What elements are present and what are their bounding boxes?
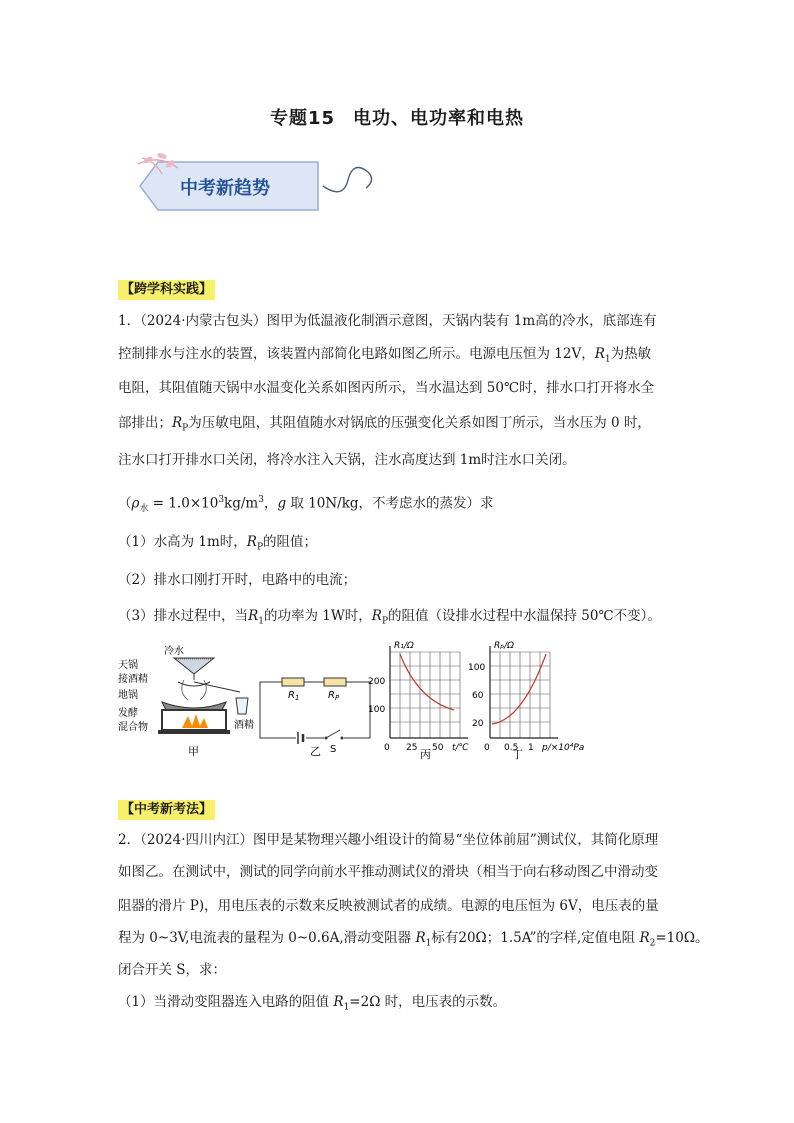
q1-figure-svg (118, 640, 638, 765)
q2-line3: 阻器的滑片 P)，用电压表的示数来反映被测试者的成绩。电源的电压恒为 6V，电压表的量 (118, 898, 659, 914)
banner-graphic (118, 150, 378, 220)
figure-jia (118, 644, 254, 758)
jia-label-5: 混合物 (118, 722, 148, 733)
q2-sub1: （1）当滑动变阻器连入电路的阻值 $R_1=2\Omega$ 时，电压表的示数。 (118, 994, 507, 1013)
q1-line6: （$\rho_水 = 1.0\times 10^3kg/m^3$，g 取 10N/kg，不考虑水的蒸发）求 (118, 495, 494, 515)
yi-r1: $R_1$ (288, 690, 300, 702)
yi-rp: $R_P$ (328, 690, 340, 702)
jia-caption: 甲 (188, 745, 199, 758)
figure-bing (368, 641, 470, 761)
jia-label-3: 地锅 (118, 690, 138, 701)
q2-line2: 如图乙。在测试中，测试的同学向前水平推动测试仪的滑块（相当于向右移动图乙中滑动变 (118, 864, 658, 880)
section-tag-new-method: 【中考新考法】 (118, 800, 215, 820)
q1-line3: 电阻，其阻值随天锅中水温变化关系如图丙所示，当水温达到 50℃时，排水口打开将水全 (118, 380, 655, 396)
q1-sub3: （3）排水过程中，当$R_1$的功率为 1W时，$R_P$的阻值（设排水过程中水温保持 50℃不变）。 (118, 608, 661, 627)
ding-xtick-1: 0.5 (504, 743, 519, 753)
ding-ytick-0: 100 (468, 663, 486, 673)
bing-xtick-2: 50 (432, 743, 444, 753)
page-title: 专题15 电功、电功率和电热 (269, 108, 525, 129)
ding-ytick-2: 20 (472, 719, 484, 729)
yi-caption: 乙 (310, 745, 321, 758)
ding-xlabel: p/×10⁴Pa (542, 743, 585, 753)
q1-line5: 注水口打开排水口关闭，将冷水注入天锅，注水高度达到 1m时注水口关闭。 (118, 452, 576, 468)
jia-label-2: 接酒精 (118, 674, 148, 685)
jia-label-6: 酒精 (234, 720, 254, 731)
jia-label-4: 发酵 (118, 708, 138, 719)
jia-label-1: 天锅 (118, 660, 138, 671)
q1-sub1: （1）水高为 1m时，$R_P$的阻值； (118, 534, 318, 553)
section-tag-cross-subject: 【跨学科实践】 (118, 280, 215, 300)
figure-ding (468, 641, 584, 761)
bing-ylabel: R₁/Ω (394, 641, 414, 651)
bing-xtick-1: 25 (406, 743, 418, 753)
bing-xtick-0: 0 (384, 743, 390, 753)
ding-xtick-0: 0 (484, 743, 490, 753)
ding-ylabel: Rₚ/Ω (494, 641, 515, 651)
yi-switch-label: S (330, 744, 337, 755)
banner-label: 中考新趋势 (180, 178, 270, 199)
q1-figure (118, 640, 638, 769)
bing-ytick-0: 200 (368, 677, 386, 687)
jia-label-0: 冷水 (164, 646, 184, 657)
q1-sub2: （2）排水口刚打开时，电路中的电流； (118, 572, 357, 588)
q2-line1: 2．（2024·四川内江）图甲是某物理兴趣小组设计的简易“坐位体前屈”测试仪，其简化原理 (118, 832, 659, 848)
ding-ytick-1: 60 (472, 691, 484, 701)
figure-yi (260, 678, 370, 758)
bing-caption: 丙 (420, 748, 431, 761)
bing-ytick-1: 100 (368, 705, 386, 715)
ding-xtick-2: 1 (528, 743, 534, 753)
q2-line4: 程为 0~3V,电流表的量程为 0~0.6A,滑动变阻器 $R_1$标有20Ω；1.5A”的字样,定值电阻 $R_2=10\Omega$。 (118, 930, 709, 949)
bing-xlabel: t/℃ (452, 743, 469, 753)
ding-caption: 丁 (512, 748, 523, 761)
q1-line4: 部排出；$R_P$为压敏电阻，其阻值随水对锅底的压强变化关系如图丁所示，当水压为 0 时， (118, 415, 651, 434)
q2-line5: 闭合开关 S，求： (118, 962, 227, 978)
q1-line1: 1．（2024·内蒙古包头）图甲为低温液化制酒示意图，天锅内装有 1m高的冷水，底部连有 (118, 313, 657, 329)
q1-line2: 控制排水与注水的装置，该装置内部简化电路如图乙所示。电源电压恒为 12V，$R_1$为热敏 (118, 346, 652, 365)
trend-banner (118, 150, 378, 224)
